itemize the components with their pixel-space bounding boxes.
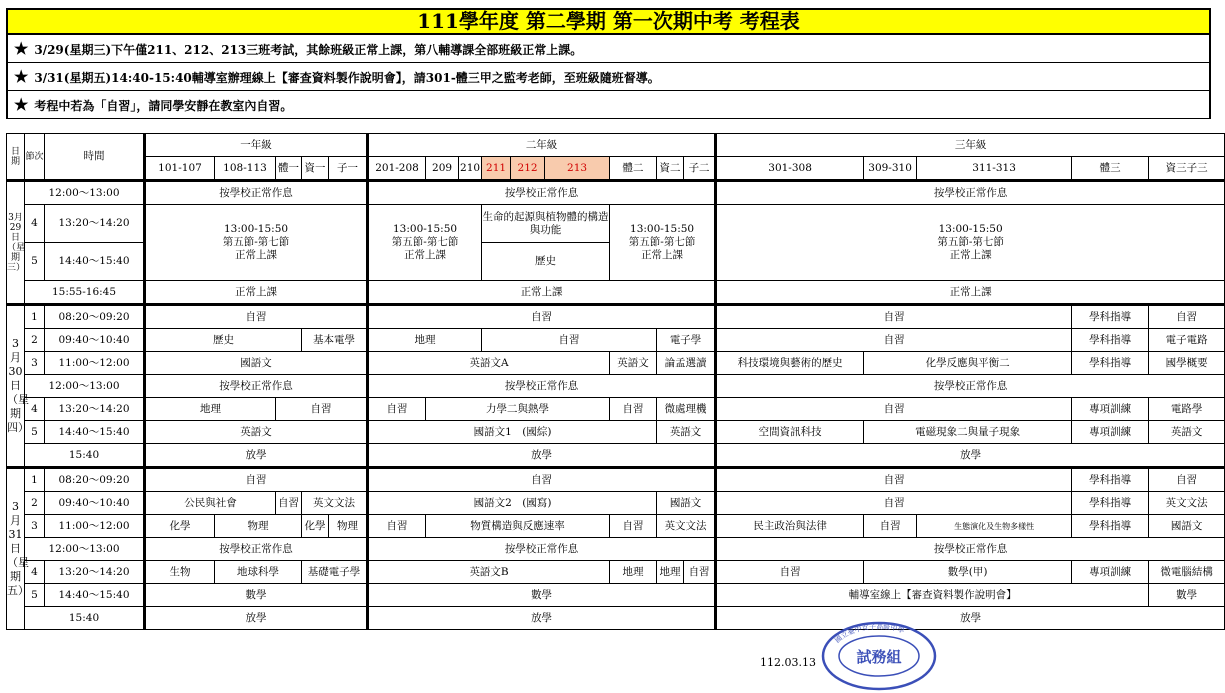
schedule-cell: 按學校正常作息: [145, 538, 368, 561]
schedule-cell: 學科指導: [1072, 305, 1149, 329]
schedule-cell: 自習: [368, 468, 716, 492]
day2-p1-row: [7, 305, 1225, 329]
schedule-cell: 自習: [145, 468, 368, 492]
time-cell: 13:20～14:20: [45, 398, 145, 421]
class-header: 資二: [657, 157, 684, 181]
time-cell: 12:00～13:00: [25, 375, 145, 398]
day2-date: 3月30日（星期四）: [7, 305, 25, 468]
schedule-cell: 按學校正常作息: [716, 375, 1225, 398]
period-number: 5: [25, 243, 45, 281]
time-header: 時間: [45, 134, 145, 181]
time-cell: 11:00～12:00: [45, 352, 145, 375]
star-icon: ★: [14, 39, 29, 58]
schedule-cell: 電子學: [657, 329, 716, 352]
schedule-cell: 自習: [1149, 305, 1225, 329]
period-number: 3: [25, 352, 45, 375]
day2-p2-row: [7, 329, 1225, 352]
period-number: 5: [25, 421, 45, 444]
time-cell: 12:00～13:00: [25, 538, 145, 561]
time-cell: 15:55-16:45: [25, 281, 145, 305]
schedule-cell: 按學校正常作息: [368, 375, 716, 398]
exam-cell: 生命的起源與植物體的構造與功能: [482, 205, 610, 243]
day2-p5-row: [7, 421, 1225, 444]
grade2-header: 二年級: [368, 134, 716, 157]
class-header: 101-107: [145, 157, 215, 181]
schedule-cell: 學科指導: [1072, 515, 1149, 538]
schedule-cell: 化學反應與平衡二: [864, 352, 1072, 375]
schedule-cell: 空間資訊科技: [716, 421, 864, 444]
day1-p4-row: [7, 205, 1225, 243]
day2-p4-row: [7, 398, 1225, 421]
schedule-cell: 化學: [145, 515, 215, 538]
class-header: 311-313: [917, 157, 1072, 181]
schedule-cell: 學科指導: [1072, 352, 1149, 375]
time-cell: 15:40: [25, 607, 145, 630]
schedule-cell: 自習: [716, 561, 864, 584]
schedule-cell: 國語文2 (國寫): [368, 492, 657, 515]
schedule-cell: 自習: [864, 515, 917, 538]
schedule-cell: 學科指導: [1072, 492, 1149, 515]
time-cell: 13:20～14:20: [45, 561, 145, 584]
star-icon: ★: [14, 67, 29, 86]
schedule-cell: 正常上課: [145, 281, 368, 305]
class-header: 子二: [684, 157, 716, 181]
schedule-cell: 電子電路: [1149, 329, 1225, 352]
day1-extra-row: [7, 281, 1225, 305]
schedule-cell: 生態演化及生物多樣性: [917, 515, 1072, 538]
schedule-cell: 微處理機: [657, 398, 716, 421]
schedule-cell: 放學: [145, 607, 368, 630]
schedule-cell: 按學校正常作息: [716, 538, 1225, 561]
exam-cell: 歷史: [482, 243, 610, 281]
exam-schedule-table: [6, 133, 1225, 630]
day3-date: 3月31日（星期五）: [7, 468, 25, 630]
class-header: 309-310: [864, 157, 917, 181]
schedule-cell: 自習: [276, 398, 368, 421]
time-cell: 08:20～09:20: [45, 305, 145, 329]
schedule-cell: 國學概要: [1149, 352, 1225, 375]
time-cell: 11:00～12:00: [45, 515, 145, 538]
schedule-cell: 國語文1 (國綜): [368, 421, 657, 444]
schedule-cell: 地理: [657, 561, 684, 584]
class-header: 209: [426, 157, 459, 181]
svg-text:國立臺中女子高級中學: [833, 622, 906, 645]
period-number: 2: [25, 492, 45, 515]
schedule-cell: 物理: [215, 515, 302, 538]
note-2: [6, 63, 1211, 91]
note-1: [6, 35, 1211, 63]
day3-p4-row: [7, 561, 1225, 584]
day2-p3-row: [7, 352, 1225, 375]
schedule-cell: 放學: [368, 607, 716, 630]
class-header: 210: [459, 157, 482, 181]
schedule-cell: 正常上課: [368, 281, 716, 305]
period-number: 3: [25, 515, 45, 538]
class-header: 體二: [610, 157, 657, 181]
schedule-cell: 自習: [716, 329, 1072, 352]
schedule-cell: 自習: [368, 305, 716, 329]
period-header: 節次: [25, 134, 45, 181]
note-3: [6, 91, 1211, 119]
schedule-cell: 自習: [145, 305, 368, 329]
period-number: 1: [25, 305, 45, 329]
schedule-cell: 自習: [1149, 468, 1225, 492]
class-header: 301-308: [716, 157, 864, 181]
schedule-cell: 自習: [368, 515, 426, 538]
header-row-classes: [7, 157, 1225, 181]
office-seal-stamp: [820, 620, 938, 692]
schedule-cell: 英文文法: [1149, 492, 1225, 515]
class-header-highlight: 213: [545, 157, 610, 181]
period-number: 4: [25, 398, 45, 421]
normal-class-block: 13:00-15:50 第五節-第七節 正常上課: [610, 205, 716, 281]
class-header: 資三子三: [1149, 157, 1225, 181]
schedule-cell: 自習: [610, 515, 657, 538]
schedule-cell: 物質構造與反應速率: [426, 515, 610, 538]
period-number: 5: [25, 584, 45, 607]
schedule-cell: 英語文: [145, 421, 368, 444]
time-cell: 09:40～10:40: [45, 492, 145, 515]
schedule-cell: 科技環境與藝術的歷史: [716, 352, 864, 375]
period-number: 2: [25, 329, 45, 352]
schedule-cell: 地球科學: [215, 561, 302, 584]
schedule-cell: 化學: [302, 515, 329, 538]
class-header: 子一: [329, 157, 368, 181]
schedule-cell: 微電腦結構: [1149, 561, 1225, 584]
schedule-cell: 放學: [145, 444, 368, 468]
normal-class-block: 13:00-15:50 第五節-第七節 正常上課: [368, 205, 482, 281]
schedule-cell: 自習: [368, 398, 426, 421]
star-icon: ★: [14, 95, 29, 114]
schedule-cell: 自習: [482, 329, 657, 352]
period-number: 4: [25, 205, 45, 243]
time-cell: 13:20～14:20: [45, 205, 145, 243]
schedule-cell: 數學(甲): [864, 561, 1072, 584]
schedule-cell: 生物: [145, 561, 215, 584]
date-header: 日期: [7, 134, 25, 181]
time-cell: 12:00～13:00: [25, 181, 145, 205]
period-number: 4: [25, 561, 45, 584]
schedule-cell: 按學校正常作息: [716, 181, 1225, 205]
header-row-grades: [7, 134, 1225, 157]
note-3-text: 考程中若為「自習」，請同學安靜在教室內自習。: [34, 99, 293, 113]
schedule-cell: 英語文: [610, 352, 657, 375]
schedule-cell: 數學: [1149, 584, 1225, 607]
schedule-cell: 國語文: [145, 352, 368, 375]
class-header: 體一: [276, 157, 302, 181]
schedule-cell: 正常上課: [716, 281, 1225, 305]
schedule-cell: 自習: [716, 398, 1072, 421]
schedule-cell: 自習: [276, 492, 302, 515]
schedule-cell: 學科指導: [1072, 468, 1149, 492]
schedule-cell: 按學校正常作息: [145, 375, 368, 398]
schedule-cell: 按學校正常作息: [368, 538, 716, 561]
schedule-cell: 數學: [145, 584, 368, 607]
class-header: 體三: [1072, 157, 1149, 181]
note-1-text: 3/29(星期三)下午僅211、212、213三班考試，其餘班級正常上課，第八輔導課全部班級正常上課。: [34, 43, 583, 57]
time-cell: 14:40～15:40: [45, 421, 145, 444]
schedule-cell: 基礎電子學: [302, 561, 368, 584]
schedule-cell: 物理: [329, 515, 368, 538]
time-cell: 15:40: [25, 444, 145, 468]
stamp-text: 試務組: [856, 648, 902, 666]
schedule-cell: 英語文: [1149, 421, 1225, 444]
time-cell: 14:40～15:40: [45, 584, 145, 607]
schedule-cell: 放學: [716, 607, 1225, 630]
day1-lunch-row: [7, 181, 1225, 205]
schedule-cell: 歷史: [145, 329, 302, 352]
schedule-cell: 放學: [368, 444, 716, 468]
document-date: 112.03.13: [760, 656, 816, 669]
schedule-cell: 國語文: [657, 492, 716, 515]
day2-lunch-row: [7, 375, 1225, 398]
schedule-cell: 電磁現象二與量子現象: [864, 421, 1072, 444]
day3-p2-row: [7, 492, 1225, 515]
schedule-cell: 論孟選讀: [657, 352, 716, 375]
grade1-header: 一年級: [145, 134, 368, 157]
schedule-cell: 自習: [610, 398, 657, 421]
day3-dismiss-row: [7, 607, 1225, 630]
schedule-cell: 按學校正常作息: [368, 181, 716, 205]
time-cell: 14:40～15:40: [45, 243, 145, 281]
schedule-cell: 民主政治與法律: [716, 515, 864, 538]
schedule-cell: 學科指導: [1072, 329, 1149, 352]
schedule-cell: 自習: [716, 468, 1072, 492]
schedule-cell: 專項訓練: [1072, 421, 1149, 444]
class-header: 108-113: [215, 157, 276, 181]
day3-lunch-row: [7, 538, 1225, 561]
page-title: 111學年度 第二學期 第一次期中考 考程表: [6, 8, 1211, 35]
class-header-highlight: 212: [511, 157, 545, 181]
schedule-cell: 力學二與熱學: [426, 398, 610, 421]
day3-p3-row: [7, 515, 1225, 538]
schedule-cell: 電路學: [1149, 398, 1225, 421]
schedule-cell: 國語文: [1149, 515, 1225, 538]
schedule-cell: 基本電學: [302, 329, 368, 352]
schedule-cell: 按學校正常作息: [145, 181, 368, 205]
day3-p5-row: [7, 584, 1225, 607]
schedule-cell: 英語文A: [368, 352, 610, 375]
normal-class-block: 13:00-15:50 第五節-第七節 正常上課: [716, 205, 1225, 281]
day3-p1-row: [7, 468, 1225, 492]
grade3-header: 三年級: [716, 134, 1225, 157]
schedule-cell: 自習: [684, 561, 716, 584]
time-cell: 09:40～10:40: [45, 329, 145, 352]
schedule-cell: 地理: [368, 329, 482, 352]
class-header: 資一: [302, 157, 329, 181]
schedule-cell: 專項訓練: [1072, 561, 1149, 584]
schedule-cell: 英文文法: [302, 492, 368, 515]
day2-dismiss-row: [7, 444, 1225, 468]
schedule-cell: 英語文B: [368, 561, 610, 584]
time-cell: 08:20～09:20: [45, 468, 145, 492]
schedule-cell: 專項訓練: [1072, 398, 1149, 421]
schedule-cell: 數學: [368, 584, 716, 607]
schedule-cell: 英語文: [657, 421, 716, 444]
schedule-cell: 英文文法: [657, 515, 716, 538]
class-header-highlight: 211: [482, 157, 511, 181]
normal-class-block: 13:00-15:50 第五節-第七節 正常上課: [145, 205, 368, 281]
schedule-cell: 輔導室線上【審查資料製作說明會】: [716, 584, 1149, 607]
class-header: 201-208: [368, 157, 426, 181]
note-2-text: 3/31(星期五)14:40-15:40輔導室辦理線上【審查資料製作說明會】，請301-體三甲之監考老師，至班級隨班督導。: [34, 71, 660, 85]
stamp-ring-text: 國立臺中女子高級中學: [833, 622, 906, 645]
schedule-cell: 地理: [610, 561, 657, 584]
schedule-cell: 公民與社會: [145, 492, 276, 515]
schedule-cell: 地理: [145, 398, 276, 421]
schedule-cell: 自習: [716, 492, 1072, 515]
day1-date: 3月29日（星期三）: [7, 181, 25, 305]
schedule-cell: 自習: [716, 305, 1072, 329]
schedule-cell: 放學: [716, 444, 1225, 468]
period-number: 1: [25, 468, 45, 492]
